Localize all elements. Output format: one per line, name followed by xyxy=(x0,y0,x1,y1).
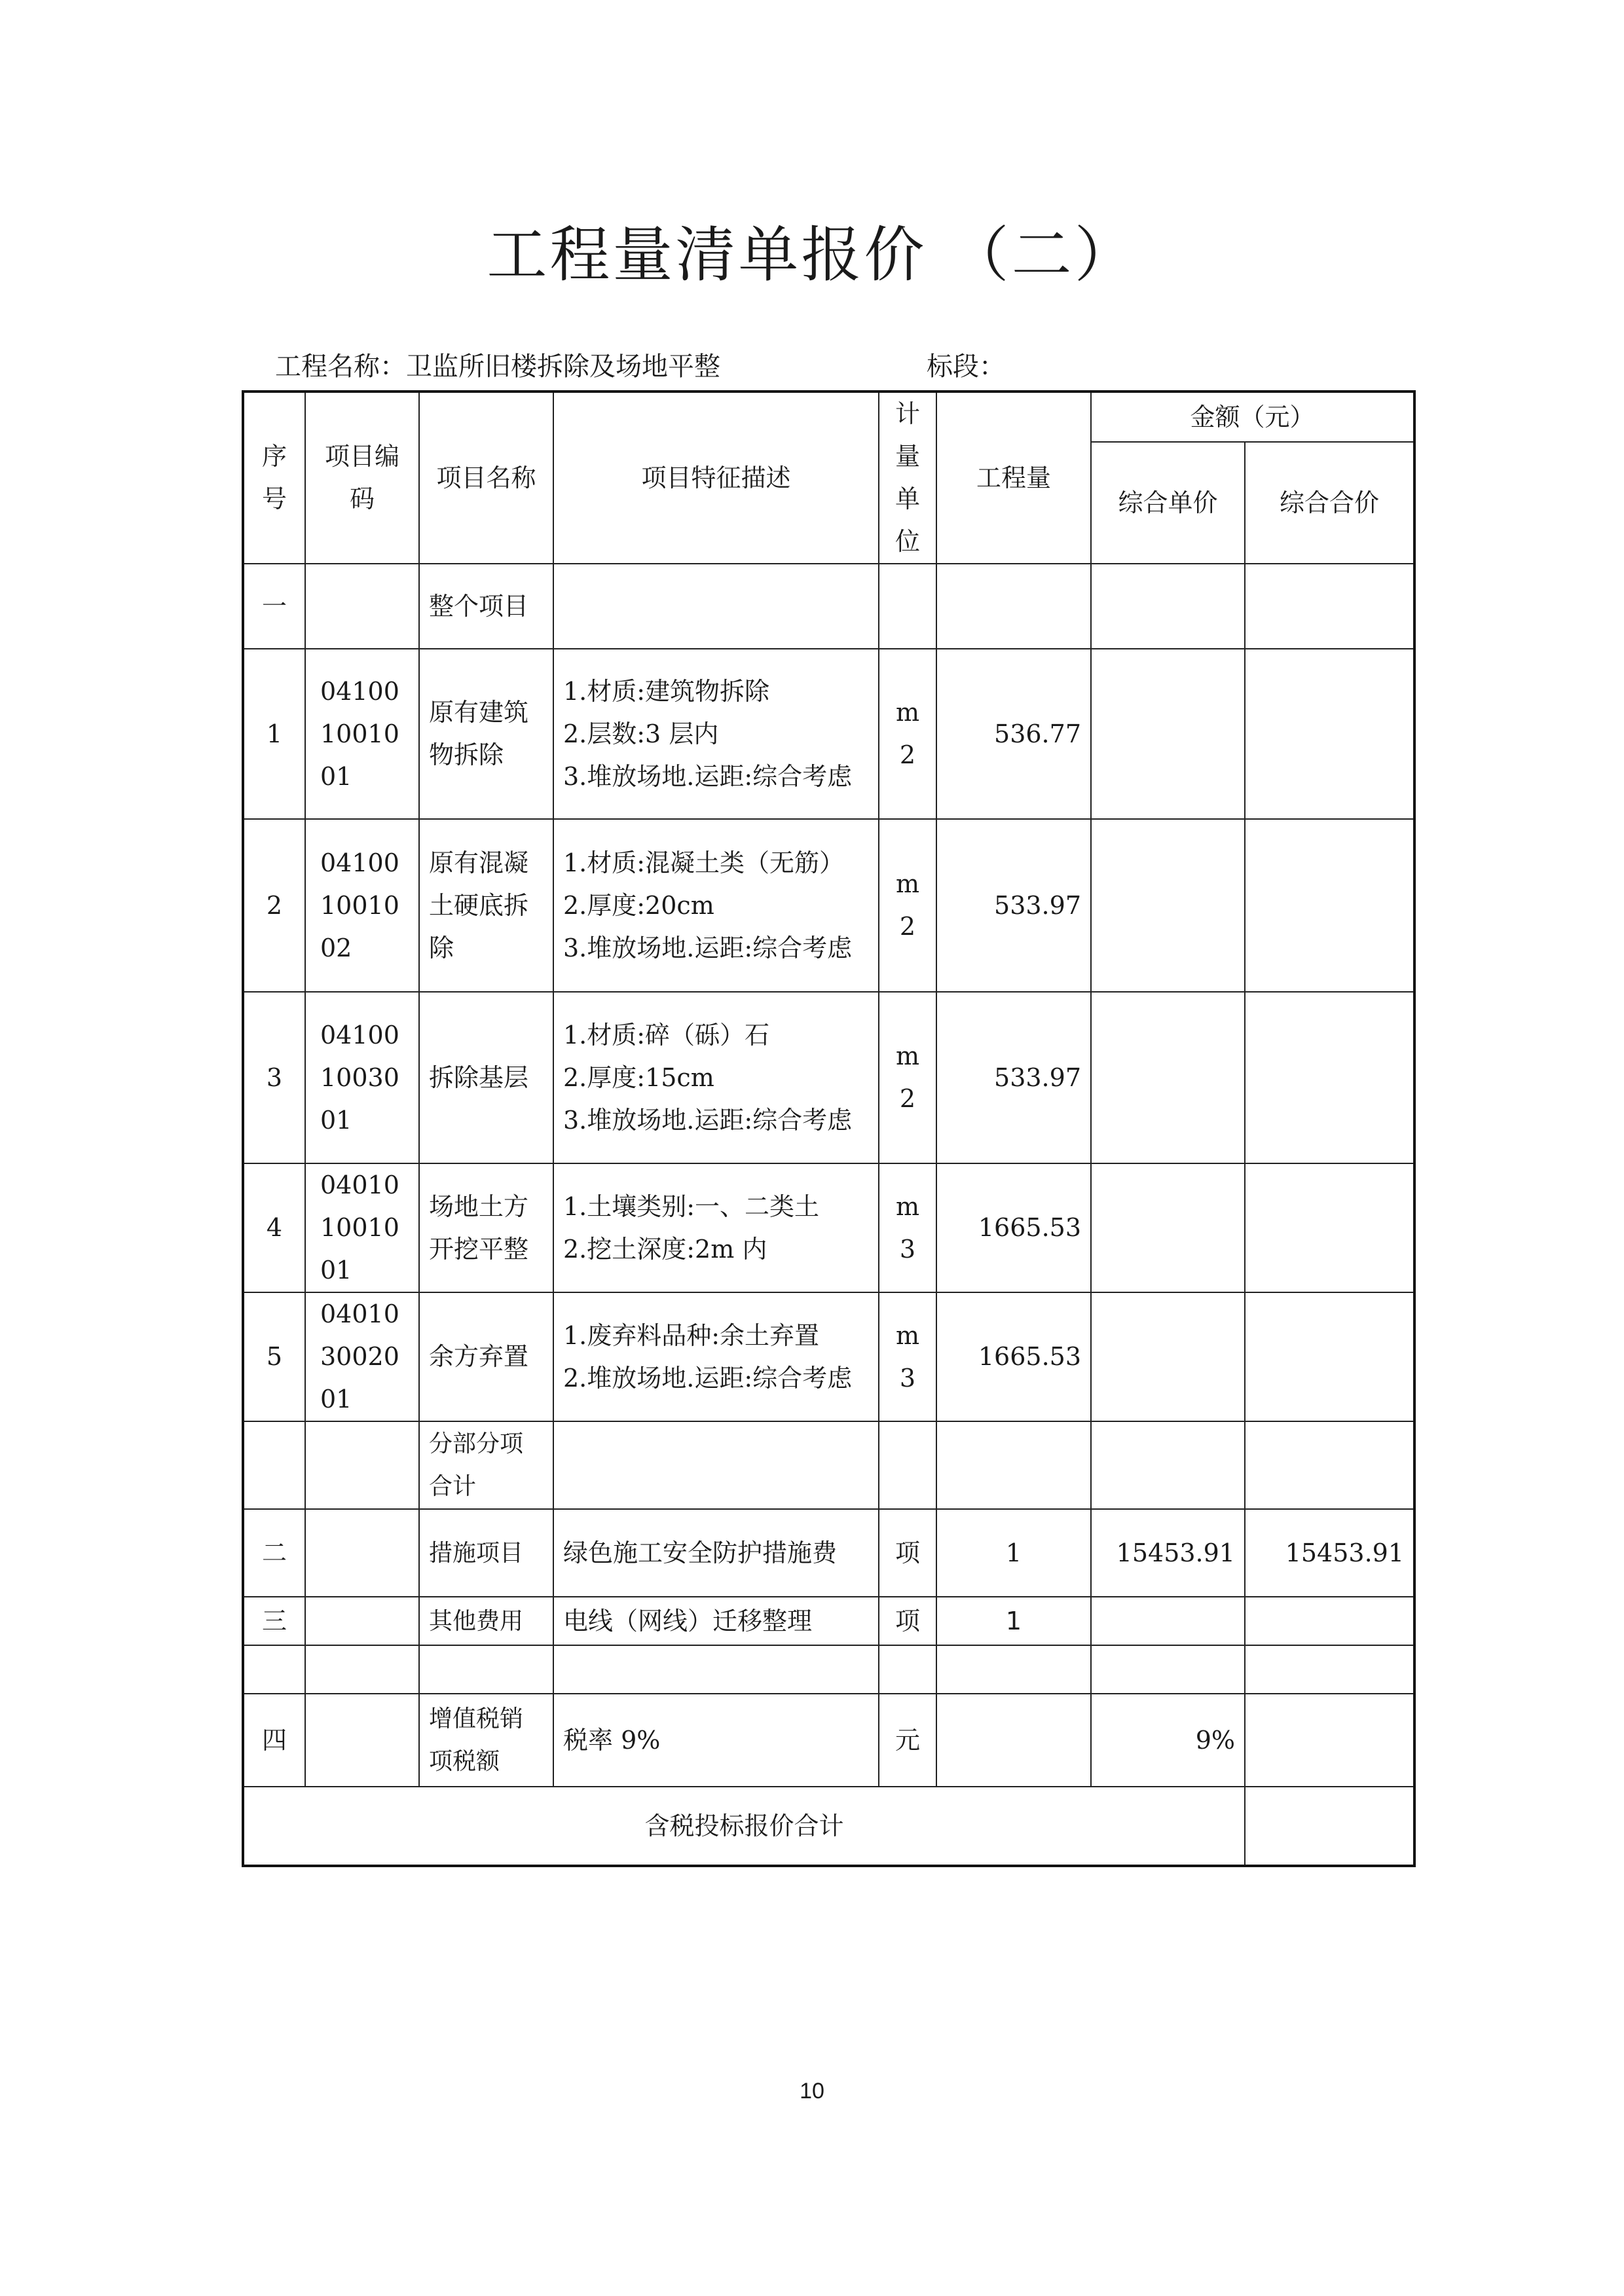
row-seq: 2 xyxy=(243,819,305,992)
desc-line: 1.材质:混凝土类（无筋） xyxy=(563,848,845,877)
row-desc xyxy=(553,992,879,1163)
row-seq: 5 xyxy=(243,1292,305,1421)
row-total-price xyxy=(1245,1163,1414,1292)
row-desc xyxy=(553,649,879,819)
footer-total xyxy=(1245,1787,1414,1866)
row-code xyxy=(305,1597,419,1645)
row-seq: 三 xyxy=(243,1597,305,1645)
header-name: 项目名称 xyxy=(419,392,553,564)
desc-line: 1.土壤类别:一、二类土 xyxy=(563,1192,820,1221)
table-row xyxy=(243,1597,1414,1645)
row-unit xyxy=(879,1421,936,1509)
bill-of-quantities-table xyxy=(242,390,1416,1867)
row-code: 041001001002 xyxy=(305,819,419,992)
desc-line: 电线（网线）迁移整理 xyxy=(563,1606,813,1635)
row-unit: m2 xyxy=(879,649,936,819)
row-total-price: 15453.91 xyxy=(1245,1509,1414,1597)
section-label: 标段： xyxy=(927,352,1005,382)
desc-line: 2.厚度:20cm xyxy=(563,890,714,920)
row-total-price xyxy=(1245,819,1414,992)
row-seq: 1 xyxy=(243,649,305,819)
row-unit: 项 xyxy=(879,1509,936,1597)
row-name: 整个项目 xyxy=(419,564,553,649)
row-qty xyxy=(936,1645,1091,1694)
desc-line: 1.材质:碎（砾）石 xyxy=(563,1020,770,1049)
row-name: 原有混凝土硬底拆除 xyxy=(419,819,553,992)
row-name: 原有建筑物拆除 xyxy=(419,649,553,819)
row-unit: 元 xyxy=(879,1694,936,1787)
row-qty: 1 xyxy=(936,1509,1091,1597)
row-total-price xyxy=(1245,1597,1414,1645)
row-seq: 3 xyxy=(243,992,305,1163)
row-desc xyxy=(553,1292,879,1421)
row-total-price xyxy=(1245,1645,1414,1694)
row-desc xyxy=(553,1421,879,1509)
row-unit: m3 xyxy=(879,1163,936,1292)
desc-line: 绿色施工安全防护措施费 xyxy=(563,1538,838,1567)
row-desc xyxy=(553,1163,879,1292)
row-seq: 二 xyxy=(243,1509,305,1597)
row-qty: 1665.53 xyxy=(936,1163,1091,1292)
table-row xyxy=(243,1694,1414,1787)
table-row xyxy=(243,1163,1414,1292)
table-row xyxy=(243,1292,1414,1421)
row-name: 拆除基层 xyxy=(419,992,553,1163)
row-desc xyxy=(553,1645,879,1694)
row-total-price xyxy=(1245,992,1414,1163)
row-qty xyxy=(936,564,1091,649)
header-desc: 项目特征描述 xyxy=(553,392,879,564)
table-row xyxy=(243,1421,1414,1509)
row-code xyxy=(305,1645,419,1694)
page-title: 工程量清单报价 （二） xyxy=(487,220,1137,290)
row-seq: 4 xyxy=(243,1163,305,1292)
row-desc xyxy=(553,1694,879,1787)
row-name xyxy=(419,1645,553,1694)
row-code: 040103002001 xyxy=(305,1292,419,1421)
row-desc xyxy=(553,564,879,649)
row-qty: 533.97 xyxy=(936,819,1091,992)
desc-line: 2.挖土深度:2m 内 xyxy=(563,1234,767,1264)
row-seq: 一 xyxy=(243,564,305,649)
row-unit xyxy=(879,564,936,649)
row-total-price xyxy=(1245,1292,1414,1421)
row-unit-price: 15453.91 xyxy=(1091,1509,1245,1597)
desc-line: 3.堆放场地.运距:综合考虑 xyxy=(563,761,853,791)
desc-line: 1.废弃料品种:余土弃置 xyxy=(563,1321,820,1350)
header-code: 项目编码 xyxy=(305,392,419,564)
row-qty: 536.77 xyxy=(936,649,1091,819)
desc-line: 3.堆放场地.运距:综合考虑 xyxy=(563,933,853,962)
row-unit-price xyxy=(1091,1597,1245,1645)
row-desc xyxy=(553,819,879,992)
row-seq xyxy=(243,1421,305,1509)
row-qty: 1665.53 xyxy=(936,1292,1091,1421)
row-name: 分部分项合计 xyxy=(419,1421,553,1509)
footer-label: 含税投标报价合计 xyxy=(243,1787,1245,1866)
row-unit-price xyxy=(1091,1292,1245,1421)
desc-line: 2.堆放场地.运距:综合考虑 xyxy=(563,1363,853,1393)
header-unit-price: 综合单价 xyxy=(1091,442,1245,564)
row-unit: m2 xyxy=(879,819,936,992)
footer-row xyxy=(243,1787,1414,1866)
row-qty: 533.97 xyxy=(936,992,1091,1163)
table-row xyxy=(243,819,1414,992)
header-seq: 序号 xyxy=(243,392,305,564)
row-total-price xyxy=(1245,649,1414,819)
row-desc xyxy=(553,1597,879,1645)
row-desc xyxy=(553,1509,879,1597)
desc-line: 税率 9% xyxy=(563,1725,661,1755)
row-code xyxy=(305,1694,419,1787)
row-code xyxy=(305,564,419,649)
table-row xyxy=(243,1509,1414,1597)
header-unit: 计量单位 xyxy=(879,392,936,564)
page-number: 10 xyxy=(800,2079,824,2104)
row-unit-price xyxy=(1091,1163,1245,1292)
row-unit: m2 xyxy=(879,992,936,1163)
row-total-price xyxy=(1245,1694,1414,1787)
project-name: 工程名称：卫监所旧楼拆除及场地平整 xyxy=(275,352,720,382)
table-row xyxy=(243,1645,1414,1694)
row-unit-price xyxy=(1091,992,1245,1163)
row-name: 其他费用 xyxy=(419,1597,553,1645)
row-unit-price: 9% xyxy=(1091,1694,1245,1787)
row-seq xyxy=(243,1645,305,1694)
table-row xyxy=(243,992,1414,1163)
row-qty: 1 xyxy=(936,1597,1091,1645)
row-unit-price xyxy=(1091,1645,1245,1694)
row-code: 041001003001 xyxy=(305,992,419,1163)
row-name: 余方弃置 xyxy=(419,1292,553,1421)
desc-line: 3.堆放场地.运距:综合考虑 xyxy=(563,1105,853,1135)
header-amount: 金额（元） xyxy=(1091,392,1414,442)
desc-line: 2.层数:3 层内 xyxy=(563,719,719,748)
row-code: 040101001001 xyxy=(305,1163,419,1292)
row-unit: 项 xyxy=(879,1597,936,1645)
desc-line: 2.厚度:15cm xyxy=(563,1063,714,1092)
row-name: 增值税销项税额 xyxy=(419,1694,553,1787)
row-unit-price xyxy=(1091,564,1245,649)
table-row xyxy=(243,649,1414,819)
header-qty: 工程量 xyxy=(936,392,1091,564)
row-unit-price xyxy=(1091,1421,1245,1509)
row-name: 场地土方开挖平整 xyxy=(419,1163,553,1292)
row-total-price xyxy=(1245,564,1414,649)
row-code xyxy=(305,1509,419,1597)
row-total-price xyxy=(1245,1421,1414,1509)
header-total-price: 综合合价 xyxy=(1245,442,1414,564)
row-seq: 四 xyxy=(243,1694,305,1787)
row-qty xyxy=(936,1421,1091,1509)
table-row xyxy=(243,564,1414,649)
row-unit: m3 xyxy=(879,1292,936,1421)
row-code: 041001001001 xyxy=(305,649,419,819)
row-unit xyxy=(879,1645,936,1694)
row-unit-price xyxy=(1091,819,1245,992)
desc-line: 1.材质:建筑物拆除 xyxy=(563,676,770,706)
row-unit-price xyxy=(1091,649,1245,819)
row-code xyxy=(305,1421,419,1509)
row-name: 措施项目 xyxy=(419,1509,553,1597)
row-qty xyxy=(936,1694,1091,1787)
